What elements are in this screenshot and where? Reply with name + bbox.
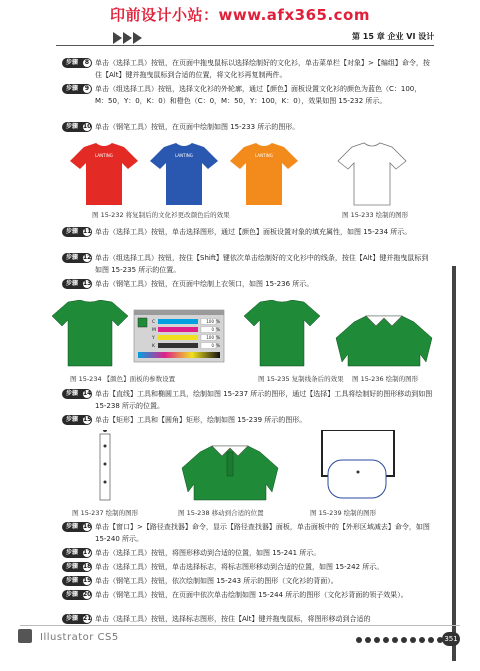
green-shirt-collar [336, 316, 432, 366]
caption-15-234: 图 15-234 【颜色】面板的参数设置 [70, 375, 176, 383]
step-item [62, 575, 434, 587]
step-text: 单击（钢笔工具）按钮，依次绘制如图 15-243 所示的图形（文化衫的背面）。 [95, 577, 338, 585]
panel-unit: % [216, 343, 220, 348]
shirt-logo-text: LANTING [255, 153, 273, 158]
caption-15-239: 图 15-239 绘制的图形 [310, 509, 377, 517]
panel-value: 0 [211, 343, 214, 348]
step-item [62, 278, 434, 290]
caption-15-233: 图 15-233 绘制的图形 [342, 211, 409, 219]
step-text: 单击（钢笔工具）按钮，在页面中绘制如图 15-233 所示的图形。 [95, 123, 300, 131]
step-item [62, 561, 434, 573]
shirt-with-placket [182, 446, 278, 500]
watermark-text: 印前设计小站：www.afx365.com [110, 6, 370, 24]
panel-slider [158, 335, 198, 340]
step-text: 单击（组选择工具）按钮，选择文化衫的外轮廓，通过【颜色】面板设置文化衫的颜色为蓝色（C：100，M：50，Y：0，K：0）和橙色（C：0，M：50，Y：100，K：0），效果如图 15-232 所示。 [95, 85, 422, 105]
green-shirt-body [52, 300, 128, 366]
step-badge: 步骤 21 [62, 614, 92, 624]
footer-corner-icon [18, 629, 32, 643]
panel-unit: % [216, 319, 220, 324]
colored-shirt [70, 143, 138, 205]
chapter-title: 第 15 章 企业 VI 设计 [352, 32, 435, 41]
placket-shape [100, 430, 110, 500]
shirt-logo-text: LANTING [175, 153, 193, 158]
panel-value: 100 [206, 335, 214, 340]
step-badge: 步骤 11 [62, 227, 92, 237]
step-badge: 步骤 14 [62, 389, 92, 399]
step-text: 单击（选择工具）按钮，将图形移动到合适的位置，如图 15-241 所示。 [95, 549, 321, 557]
step-text: 单击【窗口】>【路径查找器】命令，显示【路径查找器】面板，单击面板中的【外形区域减去】命令，如图 15-240 所示。 [95, 523, 430, 543]
step-item [62, 121, 434, 133]
step-badge: 步骤 15 [62, 415, 92, 425]
step-item [62, 226, 434, 238]
step-badge: 步骤 8 [62, 58, 92, 68]
step-text: 单击（选择工具）按钮，选择标志图形，按住【Alt】键并拖曳鼠标，将图形移动到合适的 [95, 615, 371, 623]
panel-value: 0 [211, 327, 214, 332]
caption-15-235: 图 15-235 复制线条后的效果 [258, 375, 344, 383]
header-arrow-icons [113, 32, 142, 44]
colored-shirt [230, 143, 298, 205]
panel-slider [158, 319, 198, 324]
step-badge: 步骤 19 [62, 576, 92, 586]
step-item [62, 613, 434, 625]
step-text: 单击（钢笔工具）按钮，在页面中依次单击绘制如图 15-244 所示的图形（文化衫背面的领子效果）。 [95, 591, 408, 599]
step-item [62, 589, 434, 601]
step-badge: 步骤 10 [62, 122, 92, 132]
step-badge: 步骤 16 [62, 522, 92, 532]
figure-green-row [52, 300, 452, 370]
footer-dots [356, 637, 443, 643]
step-text: 单击（选择工具）按钮，单击选择图形，通过【颜色】面板设置对象的填充属性，如图 15-234 所示。 [95, 228, 412, 236]
step-text: 单击（组选择工具）按钮，按住【Shift】键依次单击绘制好的文化衫中的线条，按住【Alt】键并拖曳鼠标到如图 15-235 所示的位置。 [95, 254, 429, 274]
step-badge: 步骤 12 [62, 253, 92, 263]
panel-channel-label: C [152, 320, 156, 325]
step-item [62, 57, 434, 81]
panel-slider [158, 343, 198, 348]
caption-15-238: 图 15-238 移动到合适的位置 [178, 509, 264, 517]
figure-placket-row [60, 430, 400, 505]
panel-channel-label: K [152, 344, 155, 349]
color-panel [134, 310, 224, 362]
panel-value: 100 [206, 319, 214, 324]
step-item [62, 547, 434, 559]
step-item [62, 252, 434, 276]
step-badge: 步骤 20 [62, 590, 92, 600]
step-badge: 步骤 17 [62, 548, 92, 558]
header-divider [56, 45, 434, 46]
panel-channel-label: Y [152, 336, 155, 341]
step-item [62, 388, 434, 412]
panel-channel-label: M [152, 328, 156, 333]
caption-15-237: 图 15-237 绘制的图形 [72, 509, 139, 517]
step-item [62, 414, 434, 426]
rect-shapes [322, 430, 394, 498]
caption-15-232: 图 15-232 将复制后的文化衫更改颜色后的效果 [92, 211, 230, 219]
step-text: 单击【矩形】工具和【圆角】矩形，绘制如图 15-239 所示的图形。 [95, 416, 307, 424]
step-badge: 步骤 9 [62, 84, 92, 94]
footer-book-title: Illustrator CS5 [40, 632, 119, 643]
panel-unit: % [216, 327, 220, 332]
step-badge: 步骤 18 [62, 562, 92, 572]
page-number: 351 [442, 632, 460, 646]
figure-shirts-row [70, 141, 450, 207]
step-text: 单击（选择工具）按钮，单击选择标志，将标志图形移动到合适的位置，如图 15-242 所示。 [95, 563, 384, 571]
green-shirt-lines [244, 300, 320, 366]
step-badge: 步骤 13 [62, 279, 92, 289]
step-text: 单击（钢笔工具）按钮，在页面中绘制上衣领口，如图 15-236 所示。 [95, 280, 314, 288]
step-text: 单击（选择工具）按钮，在页面中拖曳鼠标以选择绘制好的文化衫，单击菜单栏【对象】>【编组】命令，按住【Alt】键并拖曳鼠标到合适的位置，将文化衫再复制两件。 [95, 59, 430, 79]
step-item [62, 521, 434, 545]
caption-15-236: 图 15-236 绘制的图形 [352, 375, 419, 383]
panel-unit: % [216, 335, 220, 340]
step-item [62, 83, 434, 107]
step-text: 单击【直线】工具和椭圆工具，绘制如图 15-237 所示的图形，通过【选择】工具将绘制好的图形移动到如图 15-238 所示的位置。 [95, 390, 433, 410]
side-margin-bar [452, 266, 456, 661]
outline-shirt [338, 143, 406, 205]
footer-divider [20, 625, 460, 626]
shirt-logo-text: LANTING [95, 153, 113, 158]
panel-slider [158, 327, 198, 332]
colored-shirt [150, 143, 218, 205]
